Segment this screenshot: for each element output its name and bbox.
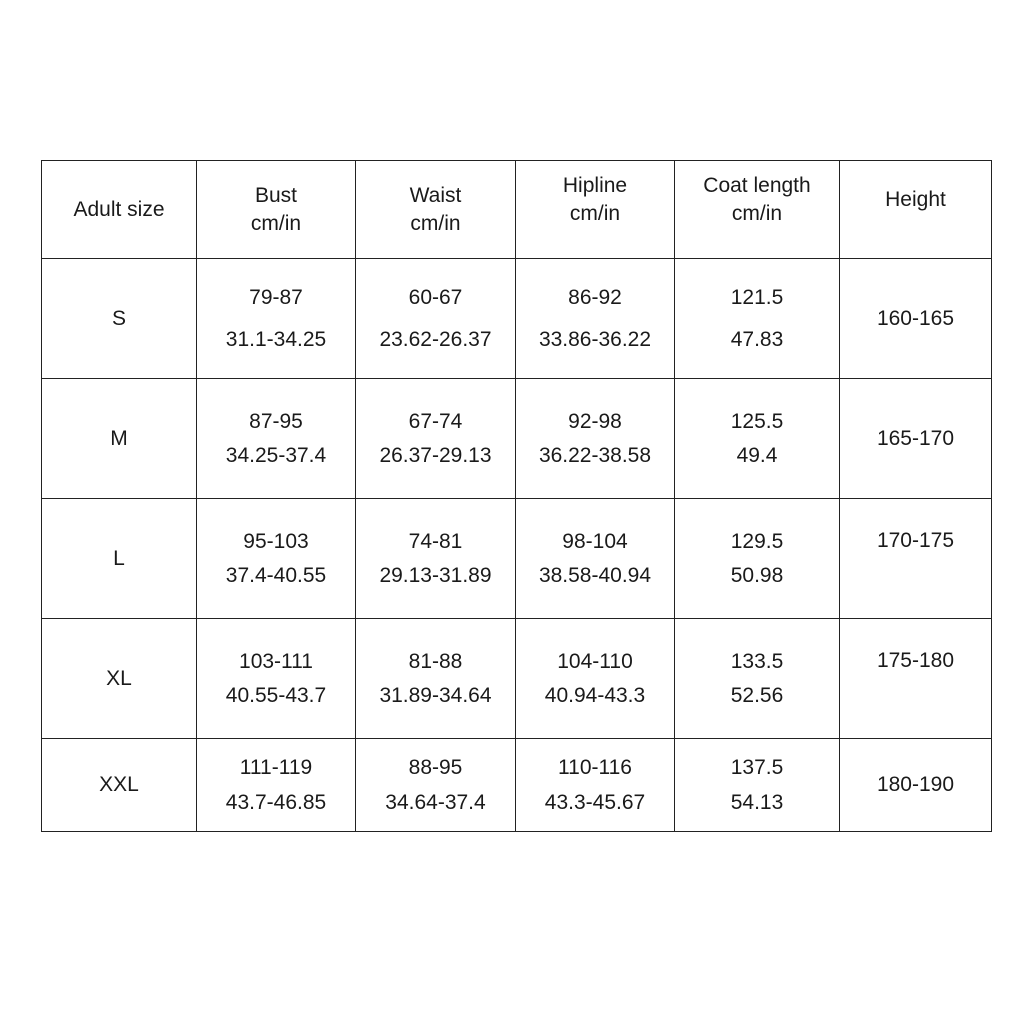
bust-cell: 111-119 43.7-46.85 xyxy=(197,739,356,832)
header-label: Coat length xyxy=(703,174,811,198)
header-coat-length xyxy=(675,161,840,259)
size-cell: L xyxy=(42,499,197,619)
header-label: Adult size xyxy=(73,197,165,221)
header-unit: cm/in xyxy=(731,201,783,225)
header-label: Waist xyxy=(409,184,462,208)
header-height xyxy=(840,161,992,259)
coat-length-cell: 133.5 52.56 xyxy=(675,619,840,739)
header-unit: cm/in xyxy=(410,211,461,235)
bust-cell: 87-95 34.25-37.4 xyxy=(197,379,356,499)
header-label: Bust xyxy=(254,184,298,208)
table-row-s xyxy=(42,259,992,379)
header-waist xyxy=(356,161,516,259)
coat-length-cell: 137.5 54.13 xyxy=(675,739,840,832)
size-cell: M xyxy=(42,379,197,499)
size-cell: XL xyxy=(42,619,197,739)
header-bust xyxy=(197,161,356,259)
header-label: Height xyxy=(885,187,946,211)
waist-cell: 88-95 34.64-37.4 xyxy=(356,739,516,832)
bust-cell: 79-87 31.1-34.25 xyxy=(197,259,356,379)
header-row xyxy=(42,161,992,259)
bust-cell: 103-111 40.55-43.7 xyxy=(197,619,356,739)
table-row-l xyxy=(42,499,992,619)
height-cell: 170-175 xyxy=(840,499,992,619)
table-row-xxl xyxy=(42,739,992,832)
hipline-cell: 86-92 33.86-36.22 xyxy=(516,259,675,379)
size-cell: XXL xyxy=(42,739,197,832)
header-hipline xyxy=(516,161,675,259)
coat-length-cell: 121.5 47.83 xyxy=(675,259,840,379)
hipline-cell: 104-110 40.94-43.3 xyxy=(516,619,675,739)
header-label: Hipline xyxy=(562,174,628,198)
height-cell: 175-180 xyxy=(840,619,992,739)
bust-cell: 95-103 37.4-40.55 xyxy=(197,499,356,619)
waist-cell: 60-67 23.62-26.37 xyxy=(356,259,516,379)
hipline-cell: 110-116 43.3-45.67 xyxy=(516,739,675,832)
waist-cell: 67-74 26.37-29.13 xyxy=(356,379,516,499)
hipline-cell: 92-98 36.22-38.58 xyxy=(516,379,675,499)
table-row-xl xyxy=(42,619,992,739)
height-cell: 180-190 xyxy=(840,739,992,832)
height-cell: 160-165 xyxy=(840,259,992,379)
size-cell: S xyxy=(42,259,197,379)
header-adult-size xyxy=(42,161,197,259)
waist-cell: 81-88 31.89-34.64 xyxy=(356,619,516,739)
size-chart-table xyxy=(41,160,992,832)
table-row-m xyxy=(42,379,992,499)
waist-cell: 74-81 29.13-31.89 xyxy=(356,499,516,619)
hipline-cell: 98-104 38.58-40.94 xyxy=(516,499,675,619)
header-unit: cm/in xyxy=(250,211,302,235)
coat-length-cell: 129.5 50.98 xyxy=(675,499,840,619)
coat-length-cell: 125.5 49.4 xyxy=(675,379,840,499)
header-unit: cm/in xyxy=(569,201,621,225)
height-cell: 165-170 xyxy=(840,379,992,499)
